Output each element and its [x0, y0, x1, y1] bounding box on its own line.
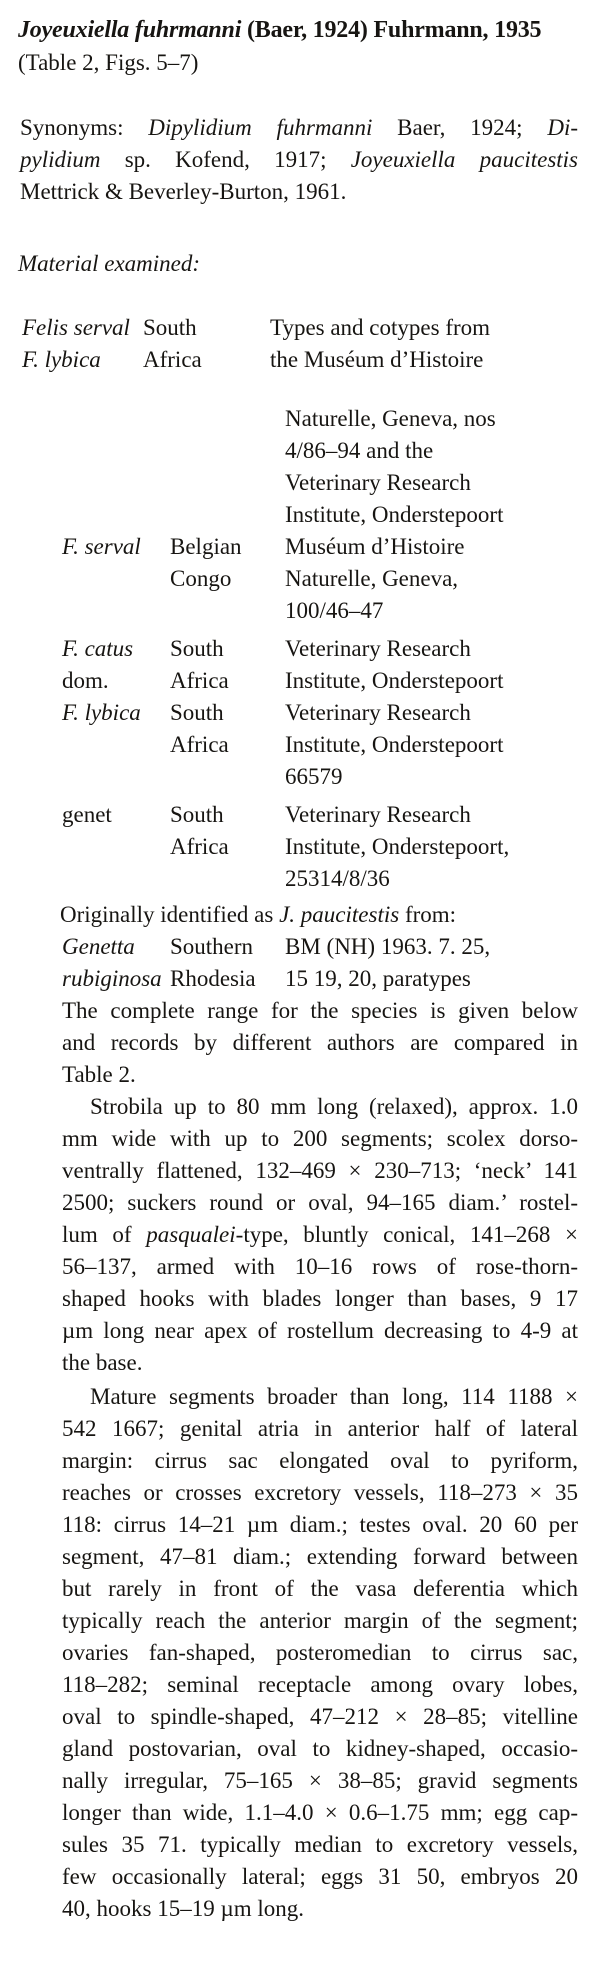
locality-cell: Southern Rhodesia [170, 934, 256, 991]
original-identification-note: Originally identified as J. paucitestis from: [60, 902, 457, 927]
locality-cell: South Africa [143, 315, 202, 372]
mature-segments-description-paragraph: Mature segments broader than long, 114 1188 × 542 1667; genital atria in anterior half of lateral margin: cirrus sac elongated oval to pyriform, reaches or crosses excretory vessels, 118–273 × 35 118: cirrus 14–21 µm diam.; testes oval. 20 60 per segment, 47–81 diam.; extending forward between but rarely in front of the vasa deferentia which typically reach the anterior margin of the segment; ovaries fan-shaped, posteromedian to cirrus sac, 118–282; seminal receptacle among ovary lobes, oval to spindle-shaped, 47–212 × 28–85; vitelline gland postovarian, oval to kidney-shaped, occasio- nally irregular, 75–165 × 38–85; gravid segments longer than wide, 1.1–4.0 × 0.6–1.75 mm; egg cap- sules 35 71. typically median to excretory vessels, few occasionally lateral; eggs 31 50, embryos 20 40, hooks 15–19 µm long. [62, 1384, 578, 1921]
host-cell: F. catus dom. [62, 636, 134, 693]
host-cell: Felis serval F. lybica [22, 315, 130, 372]
material-examined-table [0, 312, 615, 995]
table-row [62, 931, 578, 995]
species-heading: Joyeuxiella fuhrmanni (Baer, 1924) Fuhrmann, 1935 [18, 17, 542, 43]
source-cell: Veterinary Research Institute, Onderstepoort 66579 [285, 700, 504, 789]
source-cell: Types and cotypes from the Muséum d’Histoire [270, 315, 491, 372]
source-cell-continuation: Naturelle, Geneva, nos 4/86–94 and the Veterinary Research Institute, Onderstepoort [285, 406, 504, 527]
source-cell: Muséum d’Histoire Naturelle, Geneva, 100/46–47 [285, 534, 465, 623]
synonyms-paragraph: Synonyms: Dipylidium fuhrmanni Baer, 1924; Di- pylidium sp. Kofend, 1917; Joyeuxiella paucitestis Mettrick & Beverley-Burton, 1961. [20, 115, 578, 204]
source-cell: BM (NH) 1963. 7. 25, 15 19, 20, paratypes [285, 934, 491, 991]
locality-cell: Belgian Congo [170, 534, 242, 591]
locality-cell: South Africa [170, 802, 229, 859]
table-row [62, 697, 578, 793]
scanned-paper-page [0, 14, 615, 1925]
source-cell: Veterinary Research Institute, Onderstepoort, 25314/8/36 [285, 802, 510, 891]
host-cell: genet [62, 802, 112, 827]
source-cell: Veterinary Research Institute, Onderstepoort [285, 636, 504, 693]
table-row [22, 312, 578, 376]
host-cell: F. serval [62, 534, 141, 559]
table-row [62, 633, 578, 697]
table-row [62, 799, 578, 895]
table-row [62, 531, 578, 627]
strobila-description-paragraph: Strobila up to 80 mm long (relaxed), approx. 1.0 mm wide with up to 200 segments; scolex dorso- ventrally flattened, 132–469 × 230–713; ‘neck’ 141 2500; suckers round or oval, 94–165 diam.’ rostel- lum of pasqualei-type, bluntly conical, 141–268 × 56–137, armed with 10–16 rows of rose-thorn- shaped hooks with blades longer than bases, 9 17 µm long near apex of rostellum decreasing to 4-9 at the base. [62, 1094, 578, 1375]
material-examined-heading: Material examined: [18, 251, 201, 276]
locality-cell: South Africa [170, 636, 229, 693]
host-cell: Genetta rubiginosa [62, 934, 162, 991]
locality-cell: South Africa [170, 700, 229, 757]
host-cell: F. lybica [62, 700, 141, 725]
figure-reference: (Table 2, Figs. 5–7) [18, 50, 199, 75]
range-note-paragraph: The complete range for the species is given below and records by different authors are compared in Table 2. [62, 998, 578, 1087]
